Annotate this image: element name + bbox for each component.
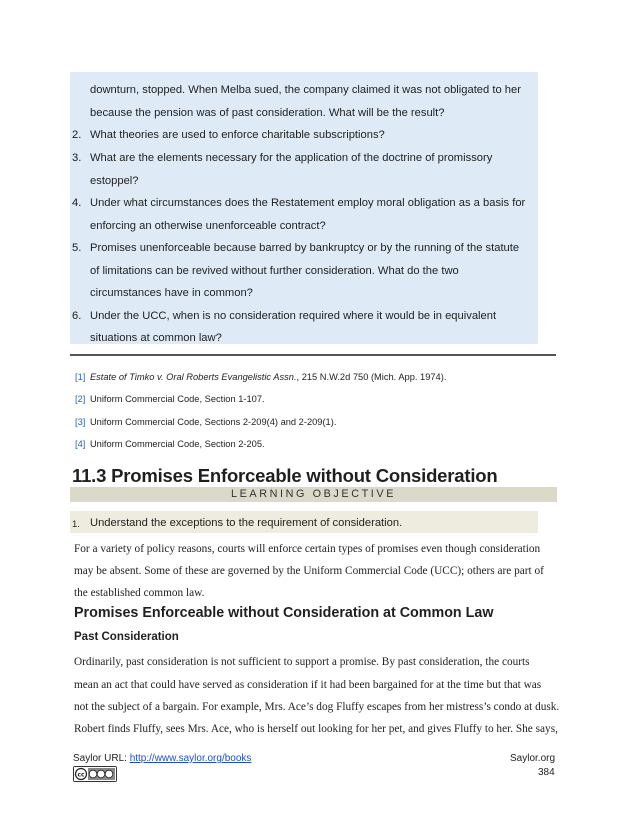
question-4-line-2: enforcing an otherwise unenforceable contract? [90, 220, 326, 232]
footer-url [73, 753, 251, 764]
footnote-1-case-name: Estate of Timko v. Oral Roberts Evangelistic Assn. [89, 372, 297, 382]
question-4-line-1: Under what circumstances does the Restatement employ moral obligation as a basis for [90, 197, 526, 209]
question-6-line-2: situations at common law? [90, 332, 222, 344]
cc-license-badge [74, 767, 116, 781]
footnote-1 [75, 371, 446, 383]
question-3-line-1: What are the elements necessary for the application of the doctrine of promissory [90, 152, 493, 164]
subheading-past-consideration: Past Consideration [74, 631, 179, 643]
past-line-2: mean an act that could have served as consideration if it had been bargained for at the time but that was [74, 679, 542, 691]
question-3-number: 3. [72, 152, 82, 164]
intro-line-1: For a variety of policy reasons, courts will enforce certain types of promises even though consideration [74, 543, 541, 555]
page-number: 384 [538, 767, 555, 778]
learning-objective-number: 1. [72, 519, 80, 530]
learning-objective-text: Understand the exceptions to the requirement of consideration. [90, 517, 403, 529]
question-1-line-4: because the pension was of past consideration. What will be the result? [90, 107, 445, 119]
question-2-number: 2. [72, 129, 82, 141]
question-2-text: What theories are used to enforce charitable subscriptions? [90, 129, 385, 141]
question-4-number: 4. [72, 197, 82, 209]
creative-commons-icon [73, 766, 117, 782]
question-6-number: 6. [72, 310, 82, 322]
footnote-1-text: , 215 N.W.2d 750 (Mich. App. 1974). [296, 372, 447, 382]
footnote-2-ref-link[interactable]: [2] [75, 394, 86, 404]
past-line-3: not the subject of a bargain. For example, Mrs. Ace’s dog Fluffy escapes from her mistress’s condo at dusk. [74, 701, 560, 713]
footnote-4-text: Uniform Commercial Code, Section 2-205. [89, 439, 265, 449]
footnote-divider [70, 354, 556, 356]
question-5-line-3: circumstances have in common? [90, 287, 253, 299]
footer-url-label: Saylor URL: [73, 753, 130, 764]
svg-text:cc: cc [77, 771, 85, 779]
intro-line-2: may be absent. Some of these are governed by the Uniform Commercial Code (UCC); others are part of [74, 565, 544, 577]
footer-url-link[interactable]: http://www.saylor.org/books [129, 753, 252, 764]
question-5-line-1: Promises unenforceable because barred by bankruptcy or by the running of the statute [90, 242, 520, 254]
footnote-3 [75, 416, 336, 428]
past-line-1: Ordinarily, past consideration is not sufficient to support a promise. By past consideration, the courts [74, 656, 530, 668]
learning-objective-header: LEARNING OBJECTIVE [70, 487, 557, 502]
question-5-line-2: of limitations can be revived without further consideration. What do the two [90, 265, 459, 277]
footer-site: Saylor.org [510, 753, 556, 764]
footnote-3-text: Uniform Commercial Code, Sections 2-209(4) and 2-209(1). [89, 417, 337, 427]
section-title: 11.3 Promises Enforceable without Consideration [72, 465, 498, 486]
question-1-line-3: downturn, stopped. When Melba sued, the company claimed it was not obligated to her [90, 84, 521, 96]
footnote-4-ref-link[interactable]: [4] [75, 439, 86, 449]
footnote-3-ref-link[interactable]: [3] [75, 417, 86, 427]
footnote-1-ref-link[interactable]: [1] [75, 372, 86, 382]
footnote-2-text: Uniform Commercial Code, Section 1-107. [89, 394, 265, 404]
question-3-line-2: estoppel? [90, 175, 139, 187]
footnote-2 [75, 393, 265, 405]
past-line-4: Robert finds Fluffy, sees Mrs. Ace, who is herself out looking for her pet, and gives Fluffy to her. She says, [74, 723, 558, 735]
question-5-number: 5. [72, 242, 82, 254]
intro-line-3: the established common law. [74, 587, 205, 599]
subheading-common-law: Promises Enforceable without Consideration at Common Law [74, 605, 494, 621]
footnote-4 [75, 438, 265, 450]
question-6-line-1: Under the UCC, when is no consideration required where it would be in equivalent [90, 310, 497, 322]
